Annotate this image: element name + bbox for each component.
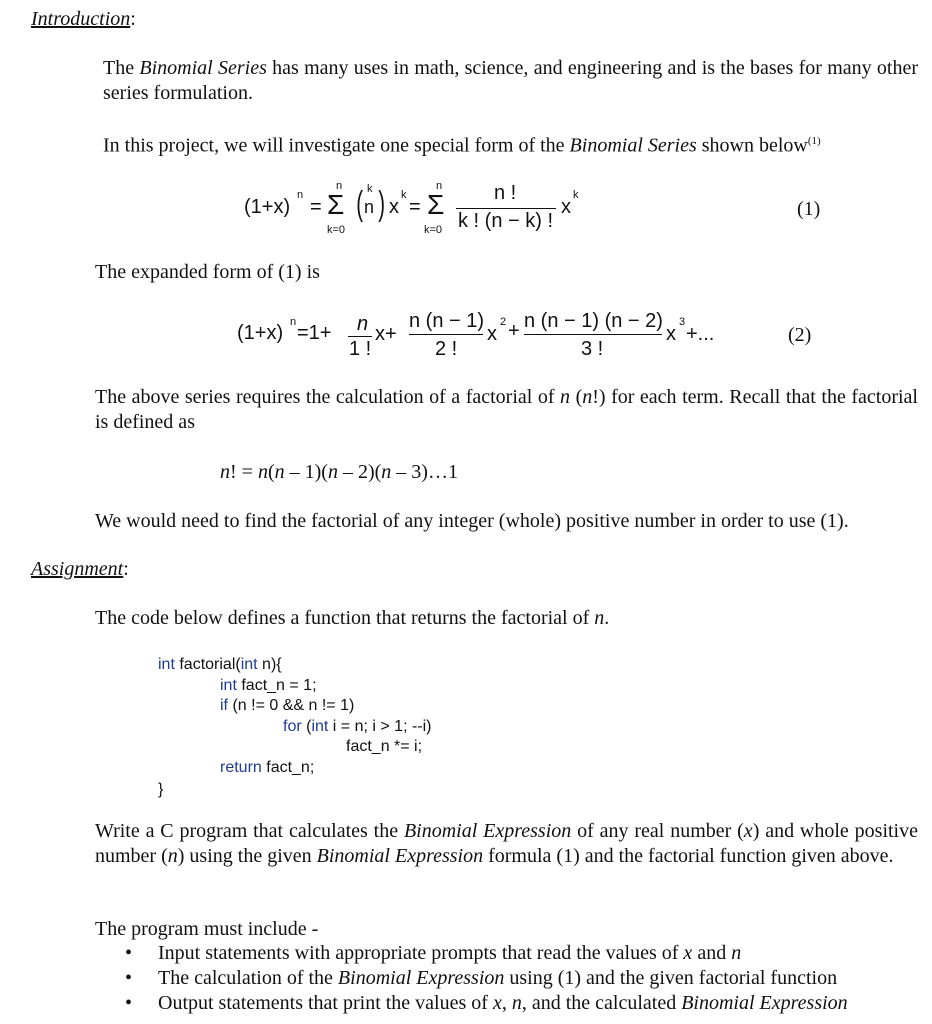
list-item: • Output statements that print the values of x, n, and the calculated Binomial Expression (95, 991, 925, 1016)
factorial-definition: n! = n(n – 1)(n – 2)(n – 3)…1 (220, 461, 458, 483)
intro-paragraph-5: We would need to find the factorial of any integer (whole) positive number in order to use (1). (95, 510, 849, 532)
code-line-4: for (int i = n; i > 1; --i) (283, 718, 432, 735)
intro-paragraph-3: The expanded form of (1) is (95, 261, 320, 283)
code-line-2: int fact_n = 1; (220, 677, 317, 694)
intro-paragraph-1: The Binomial Series has many uses in math, science, and engineering and is the bases for many other series formulation. (103, 57, 918, 104)
requirements-list (95, 941, 925, 1016)
assignment-paragraph-3: The program must include - (95, 918, 319, 940)
assignment-paragraph-2: Write a C program that calculates the Binomial Expression of any real number (x) and whole positive number (n) using the given Binomial Expression formula (1) and the factorial function given above. (95, 820, 918, 867)
list-item: • The calculation of the Binomial Expression using (1) and the given factorial function (95, 966, 925, 991)
intro-paragraph-2: In this project, we will investigate one special form of the Binomial Series shown below$^{(1)}$ (103, 134, 821, 157)
code-line-5: fact_n *= i; (346, 738, 423, 755)
introduction-heading: Introduction: (31, 8, 136, 30)
assignment-paragraph-1: The code below defines a function that returns the factorial of n. (95, 607, 610, 629)
equation-2-number: (2) (788, 324, 812, 346)
assignment-heading: Assignment: (31, 558, 129, 580)
equation-1: (1+x) n = n Σ k=0 ( k n ) x k = n Σ k=0 n ! k ! (n − k) ! x k (244, 180, 579, 236)
code-line-1: int factorial(int n){ (158, 656, 282, 673)
list-item: • Input statements with appropriate prompts that read the values of x and n (95, 941, 925, 966)
intro-paragraph-4: The above series requires the calculation of a factorial of n (n!) for each term. Recall that the factorial is defined as (95, 386, 918, 433)
equation-2: (1+x) n =1+ n 1 ! x+ n (n − 1) 2 ! x 2 + n (n − 1) (n − 2) 3 ! x 3 +... (237, 310, 715, 360)
equation-1-number: (1) (797, 198, 821, 220)
code-line-6: return fact_n; (220, 759, 315, 776)
code-line-7: } (158, 781, 164, 798)
code-line-3: if (n != 0 && n != 1) (220, 697, 355, 714)
